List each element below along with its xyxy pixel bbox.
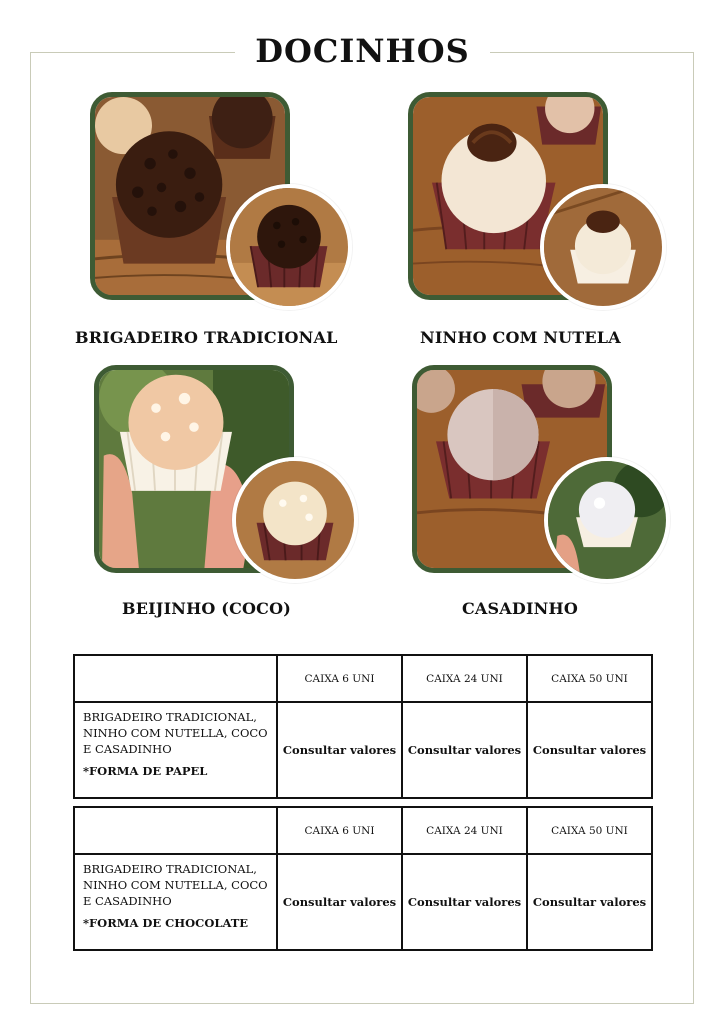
product-card-ninho-nutela [408, 92, 708, 352]
table-header-cell: CAIXA 24 UNI [402, 807, 527, 854]
table-header-row [74, 807, 652, 854]
casadinho-thumbnail [544, 457, 670, 583]
product-name: CASADINHO [462, 599, 578, 618]
table-header-cell: CAIXA 6 UNI [277, 807, 402, 854]
table-value-cell: Consultar valores [402, 854, 527, 950]
table-value-cell: Consultar valores [527, 854, 652, 950]
table-note: *FORMA DE CHOCOLATE [83, 916, 249, 930]
ninho-nutela-thumbnail [540, 184, 666, 310]
product-card-brigadeiro [75, 92, 390, 352]
table-header-cell: CAIXA 50 UNI [527, 807, 652, 854]
product-card-beijinho [94, 365, 394, 625]
table-value-cell: Consultar valores [277, 854, 402, 950]
table-row [74, 854, 652, 950]
table-header-cell [74, 807, 277, 854]
table-value-cell: Consultar valores [277, 702, 402, 798]
table-row [74, 702, 652, 798]
page-title: DOCINHOS [235, 28, 490, 74]
table-value-cell: Consultar valores [402, 702, 527, 798]
product-name: NINHO COM NUTELA [420, 328, 621, 347]
table-header-row [74, 655, 652, 702]
table-note: *FORMA DE PAPEL [83, 764, 208, 778]
product-card-casadinho [412, 365, 712, 625]
product-name: BEIJINHO (COCO) [122, 599, 291, 618]
page-title-wrap [0, 28, 725, 74]
table-header-cell: CAIXA 6 UNI [277, 655, 402, 702]
table-header-cell [74, 655, 277, 702]
table-description-cell [74, 702, 277, 798]
table-description-cell [74, 854, 277, 950]
price-table-chocolate [73, 806, 653, 951]
product-name: BRIGADEIRO TRADICIONAL [75, 328, 338, 347]
table-header-cell: CAIXA 24 UNI [402, 655, 527, 702]
brigadeiro-thumbnail [226, 184, 352, 310]
price-table-paper [73, 654, 653, 799]
beijinho-thumbnail [232, 457, 358, 583]
table-description: BRIGADEIRO TRADICIONAL, NINHO COM NUTELLA, COCO E CASADINHO [83, 710, 268, 756]
table-description: BRIGADEIRO TRADICIONAL, NINHO COM NUTELLA, COCO E CASADINHO [83, 862, 268, 908]
table-header-cell: CAIXA 50 UNI [527, 655, 652, 702]
table-value-cell: Consultar valores [527, 702, 652, 798]
